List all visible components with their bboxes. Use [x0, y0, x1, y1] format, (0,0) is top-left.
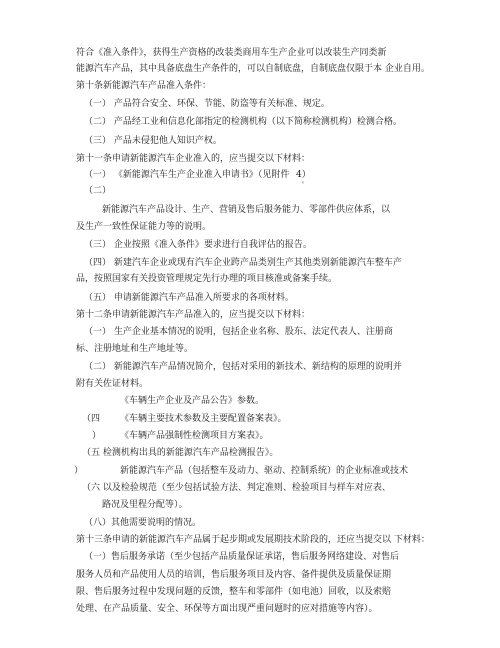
- text-line: 第十三条申请的新能源汽车产品属于起步期或发展期技术阶段的，还应当提交以 下材料：: [76, 535, 430, 545]
- text-line: （三） 产品未侵犯他人知识产权。: [84, 136, 222, 146]
- text-line: （一）售后服务承诺（至少包括产品质量保证承诺，售后服务网络建设、对售后: [84, 552, 400, 562]
- text-line: 能源汽车产品，其中具备底盘生产条件的，可以自制底盘，自制底盘仅限于本 企业自用。: [76, 64, 430, 74]
- text-line: （二） 新能源汽车产品情况简介，包括对采用的新技术、新结构的原理的说明并: [84, 362, 402, 372]
- text-line: （六 以及检验规范（至少包括试验方法、判定准则、检验项目与样车对应表、: [82, 483, 391, 493]
- text-line: 《车辆生产企业及产品公告》参数。: [120, 396, 265, 406]
- text-line: 符合《准入条件》，获得生产资格的改装类商用车生产企业可以改装生产同类新: [76, 48, 387, 58]
- text-line: （三） 企业按照《准入条件》要求进行自我评估的报告。: [84, 240, 312, 250]
- text-line: ）: [92, 431, 102, 441]
- text-line: 处理、在产品质量、安全、环保等方面出现严重问题时的应对措施等内容）。: [76, 604, 378, 614]
- text-line: （一） 《新能源汽车生产企业准入申请书》（见附件: [84, 170, 290, 180]
- text-line: 及生产一致性保证能力等的说明。: [76, 222, 212, 232]
- text-line: 新能源汽车产品设计、生产、营销及售后服务能力、零部件供应体系，以: [102, 205, 391, 215]
- text-line: 限、售后服务过程中发现问题的反馈，整车和零部件（如电池）回收，以及索赔: [76, 587, 392, 597]
- text-line: （四: [82, 414, 101, 424]
- text-line: （五） 申请新能源汽车产品准入所要求的各项材料。: [84, 293, 294, 303]
- text-line: 品，按照国家有关投资管理规定先行办理的项目核准或备案手续。: [76, 274, 338, 284]
- text-line: （一） 产品符合安全、环保、节能、防盗等有关标准、规定。: [84, 99, 330, 109]
- text-line: （一） 生产企业基本情况的说明，包括企业名称、股东、法定代表人、注册商: [84, 327, 393, 337]
- text-line: 第十一条申请新能源汽车企业准入的，应当提交以下材料：: [76, 154, 311, 164]
- text-line: 《车辆产品强制性检测项目方案表》。: [120, 431, 269, 441]
- text-line: ）: [74, 466, 84, 476]
- text-line: （八）其他需要说明的情况。: [84, 518, 202, 528]
- text-line: 服务人员和产品使用人员的培训，售后服务项目及内容、备件提供及质量保证期: [76, 570, 392, 580]
- text-line: （二） 产品经工业和信息化部指定的检测机构（以下简称检测机构）检测合格。: [84, 117, 402, 127]
- text-line: （二）: [84, 186, 112, 196]
- text-line: 第十二条申请新能源汽车产品准入的，应当提交以下材料：: [76, 310, 311, 320]
- text-line: 《车辆主要技术参数及主要配置备案表》。: [120, 414, 287, 424]
- text-line: （五 检测机构出具的新能源汽车产品检测报告》。: [82, 448, 279, 458]
- text-line: （四） 新建汽车企业或现有汽车企业跨产品类别生产其他类别新能源汽车整车产: [84, 258, 402, 268]
- text-line: 标、注册地址和生产地址等。: [76, 344, 194, 354]
- text-line: 新能源汽车产品（包括整车及动力、驱动、控制系统）的企业标准或技术: [120, 466, 409, 476]
- text-line: 附有关佐证材料。: [76, 379, 149, 389]
- text-line: 第十条新能源汽车产品准入条件：: [76, 81, 212, 91]
- text-line: 路况及里程分配等）。: [102, 500, 188, 510]
- tick-mark: ': [302, 181, 304, 189]
- text-line: 4）: [296, 170, 311, 180]
